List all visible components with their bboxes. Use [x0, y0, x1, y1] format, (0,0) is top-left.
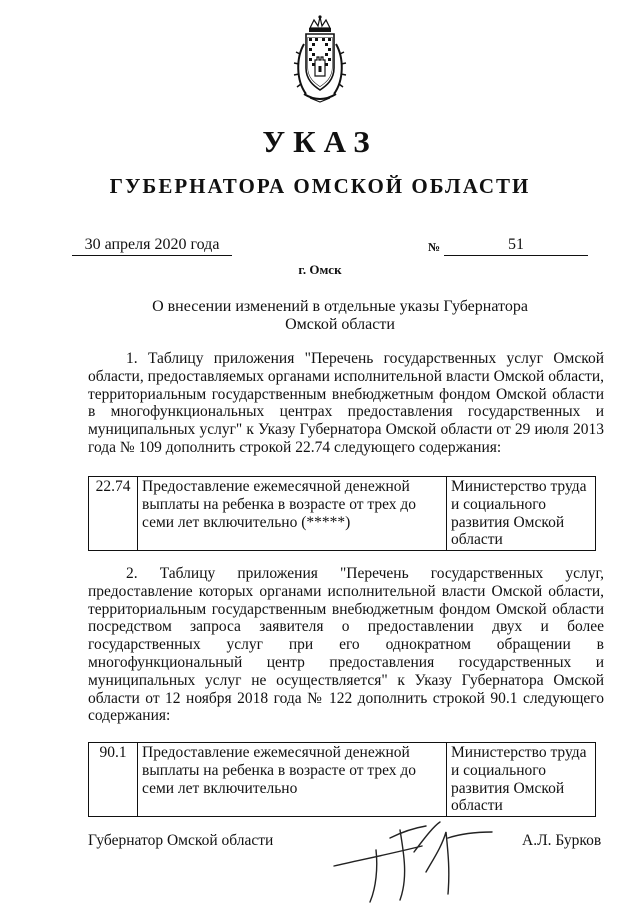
- signature-icon: [330, 808, 500, 904]
- signer-name: А.Л. Бурков: [522, 832, 602, 849]
- signer-position: Губернатор Омской области: [88, 832, 274, 849]
- service-name: Предоставление ежемесячной денежной выплаты на ребенка в возрасте от трех до семи лет включительно: [138, 743, 447, 817]
- responsible-organization: Министерство труда и социального развития Омской области: [447, 743, 596, 817]
- responsible-organization: Министерство труда и социального развития Омской области: [447, 477, 596, 551]
- row-number: 90.1: [89, 743, 138, 817]
- paragraph-2-text: 2. Таблицу приложения "Перечень государственных услуг, предоставление которых органами исполнительной власти Омской области, территориальным государственным внебюджетным фондом Омской области посредством запроса заявителя о предоставлении двух и более государственных услуг при его однократном обращении в многофункциональный центр предоставления государственных и муниципальных услуг не осуществляется" к Указу Губернатора Омской области от 12 ноября 2018 года № 122 дополнить строкой 90.1 следующего содержания:: [88, 565, 604, 725]
- decree-subject: [140, 298, 540, 334]
- decree-number: 51: [444, 236, 588, 256]
- decree-date: 30 апреля 2020 года: [72, 236, 232, 256]
- document-title: УКАЗ: [262, 124, 378, 159]
- subject-line-2: Омской области: [285, 316, 395, 333]
- coat-of-arms-icon: [292, 14, 348, 106]
- service-name: Предоставление ежемесячной денежной выплаты на ребенка в возрасте от трех до семи лет включительно (*****): [138, 477, 447, 551]
- table-2: [88, 742, 596, 817]
- row-number: 22.74: [89, 477, 138, 551]
- document-subtitle: ГУБЕРНАТОРА ОМСКОЙ ОБЛАСТИ: [109, 174, 531, 198]
- paragraph-2: [88, 565, 604, 725]
- decree-city: г. Омск: [298, 262, 342, 277]
- table-row: [89, 743, 596, 817]
- table-1: [88, 476, 596, 551]
- paragraph-1-text: 1. Таблицу приложения "Перечень государственных услуг Омской области, предоставляемых органами исполнительной власти Омской области, территориальным государственным внебюджетным фондом Омской области в многофункциональных центрах предоставления государственных и муниципальных услуг" к Указу Губернатора Омской области от 29 июля 2013 года № 109 дополнить строкой 22.74 следующего содержания:: [88, 350, 604, 456]
- table-row: [89, 477, 596, 551]
- subject-line-1: О внесении изменений в отдельные указы Губернатора: [152, 298, 528, 315]
- paragraph-1: [88, 350, 604, 457]
- number-sign: №: [428, 240, 441, 254]
